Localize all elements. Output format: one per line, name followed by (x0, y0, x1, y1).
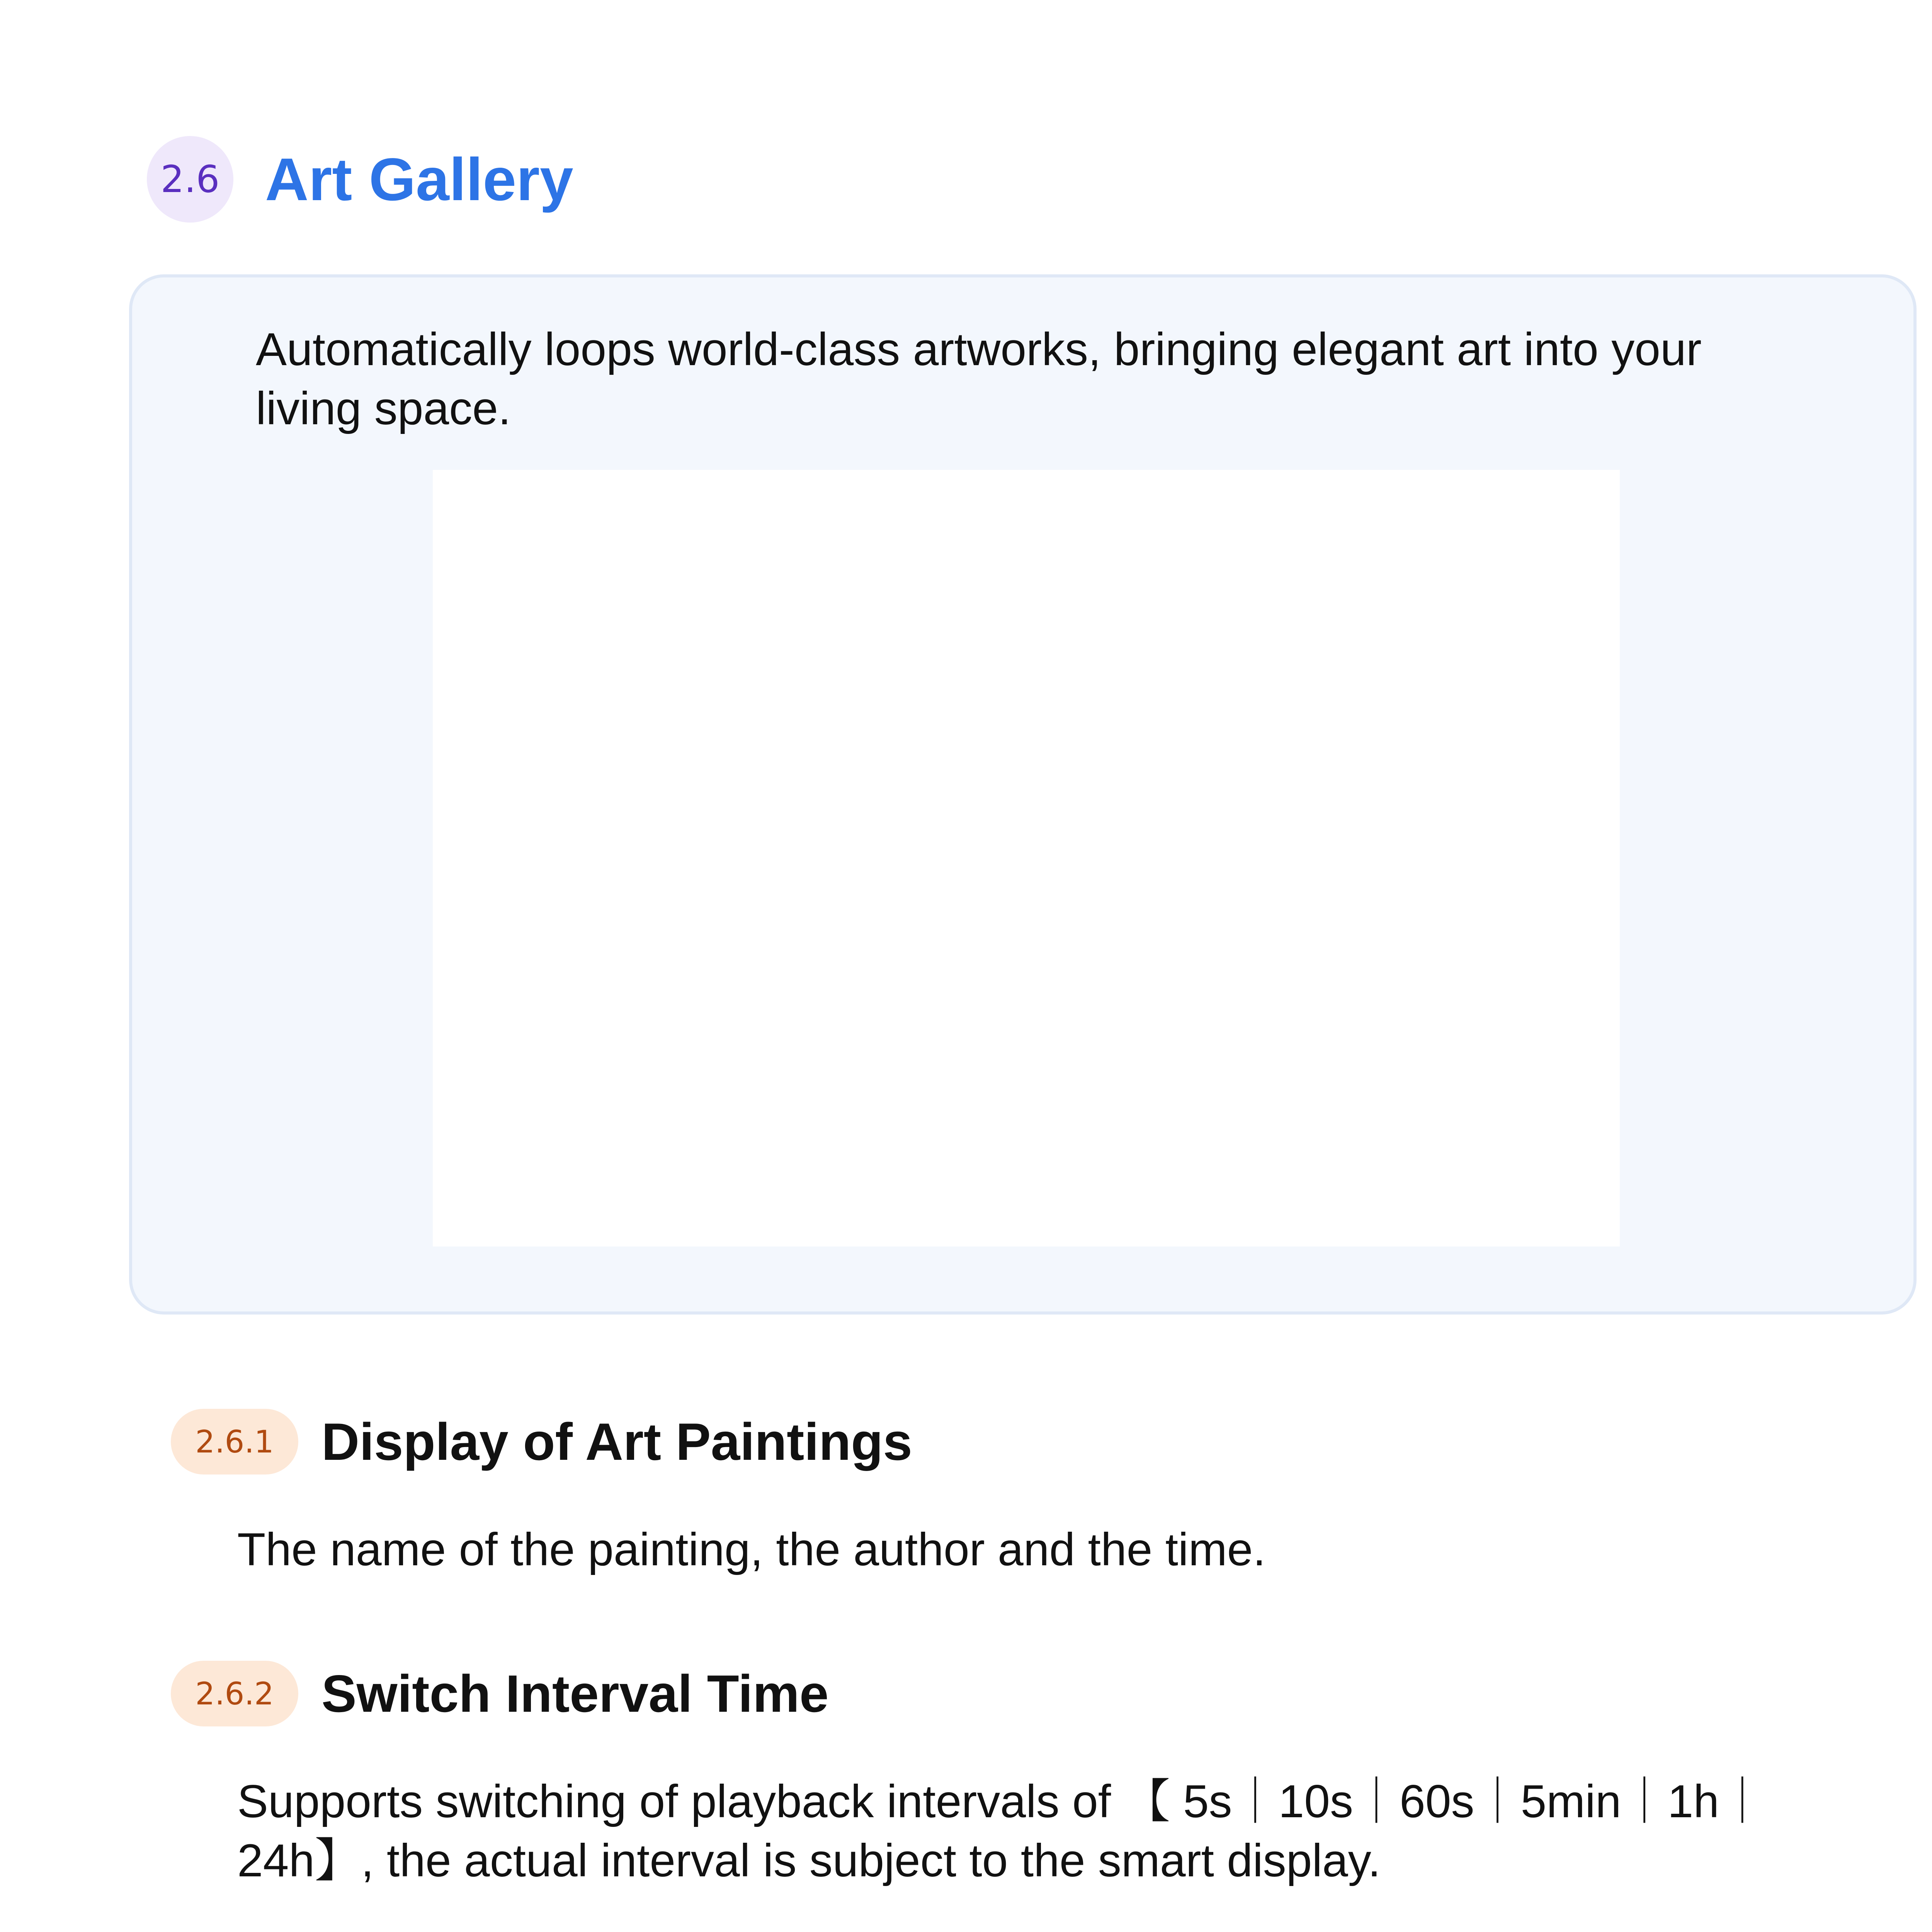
art-gallery-panel (129, 274, 1917, 1315)
subsection-body-switch-interval: Supports switching of playback intervals of 【 5s｜10s｜60s｜5min｜1h｜24h】, the actual interval is subject to the smart display. (237, 1776, 1766, 1886)
artwork-preview-image (433, 470, 1620, 1247)
subsection-number-badge: 2.6.2 (171, 1661, 298, 1726)
subsection-title-display-paintings: Display of Art Paintings (321, 1412, 912, 1471)
subsection-number-badge: 2.6.1 (171, 1409, 298, 1475)
subsection-title-switch-interval: Switch Interval Time (321, 1664, 829, 1723)
subsection-body-display-paintings: The name of the painting, the author and the time. (237, 1524, 1266, 1575)
section-title: Art Gallery (265, 146, 573, 213)
section-description: Automatically loops world-class artworks, bringing elegant art into your living space. (256, 323, 1702, 434)
section-number-badge: 2.6 (147, 136, 233, 223)
